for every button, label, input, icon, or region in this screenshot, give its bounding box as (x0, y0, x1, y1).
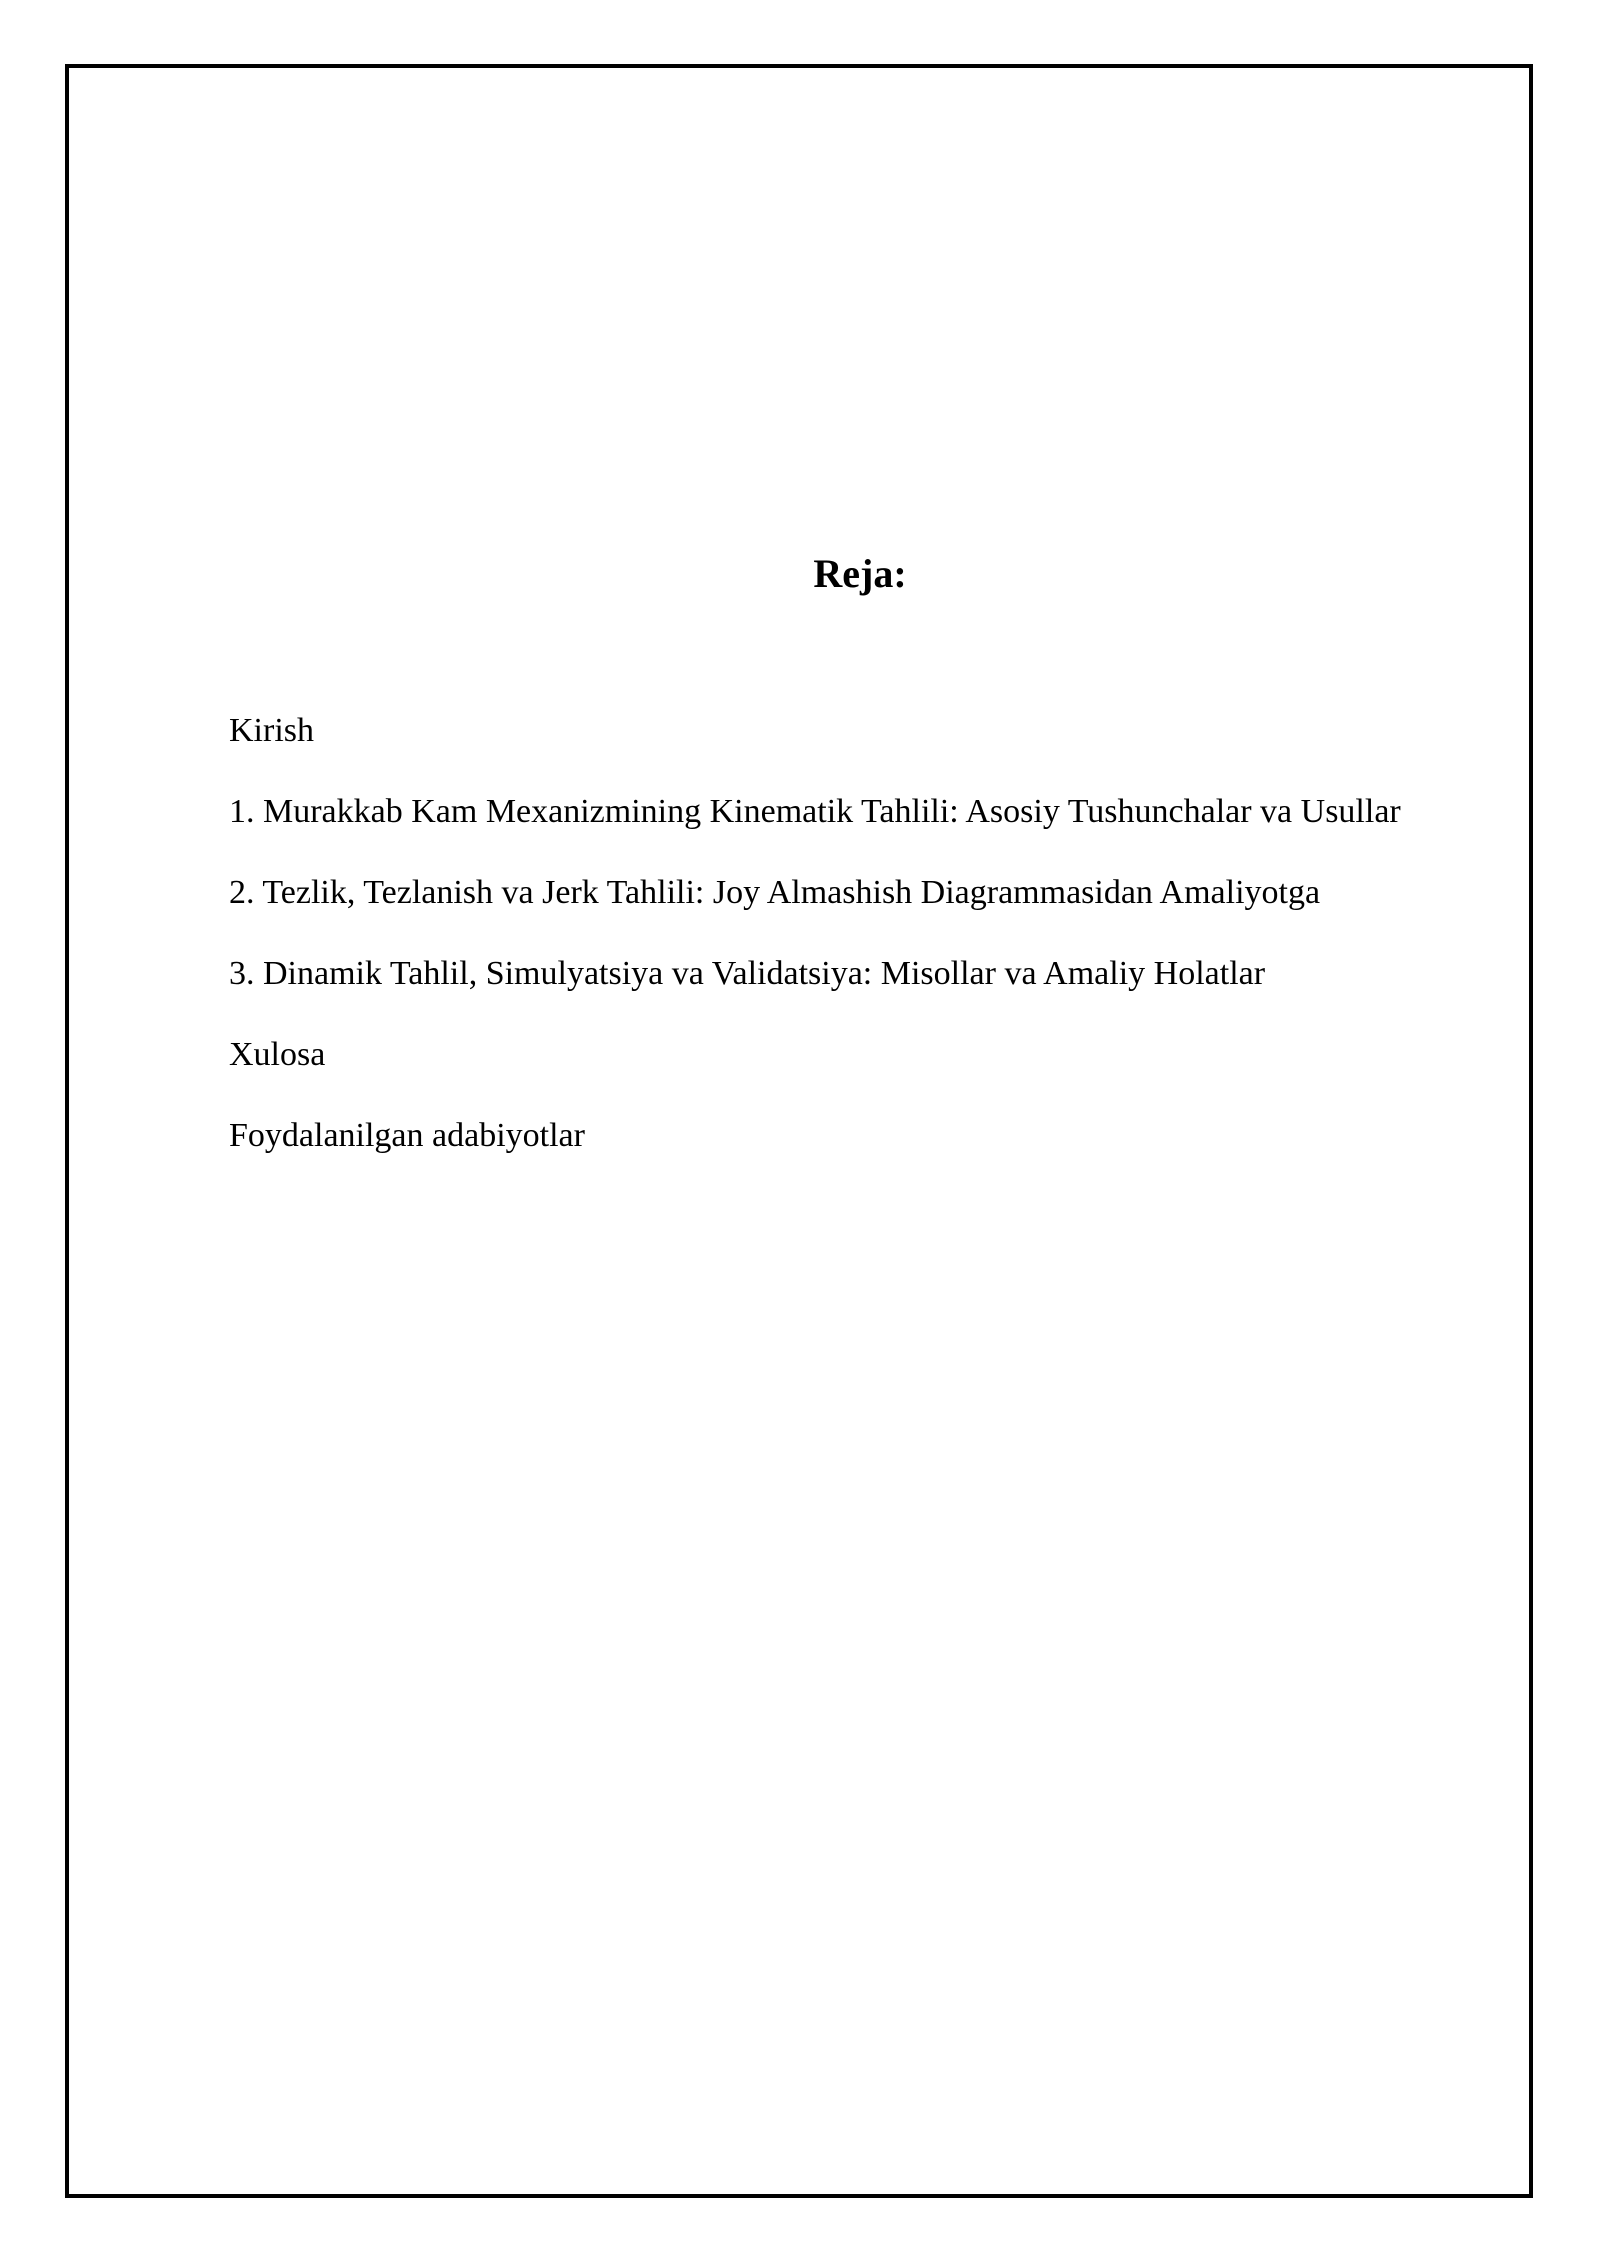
toc-item-chapter-2: 2. Tezlik, Tezlanish va Jerk Tahlili: Joy Almashish Diagrammasidan Amaliyotga (229, 874, 1321, 911)
toc-item-conclusion: Xulosa (229, 1036, 326, 1073)
table-of-contents (229, 698, 1479, 1168)
toc-item-references: Foydalanilgan adabiyotlar (229, 1117, 585, 1154)
toc-item-introduction: Kirish (229, 712, 314, 749)
toc-item-chapter-3: 3. Dinamik Tahlil, Simulyatsiya va Validatsiya: Misollar va Amaliy Holatlar (229, 955, 1266, 992)
toc-item-chapter-1: 1. Murakkab Kam Mexanizmining Kinematik Tahlili: Asosiy Tushunchalar va Usullar (229, 793, 1401, 830)
page-title: Reja: (813, 551, 907, 596)
